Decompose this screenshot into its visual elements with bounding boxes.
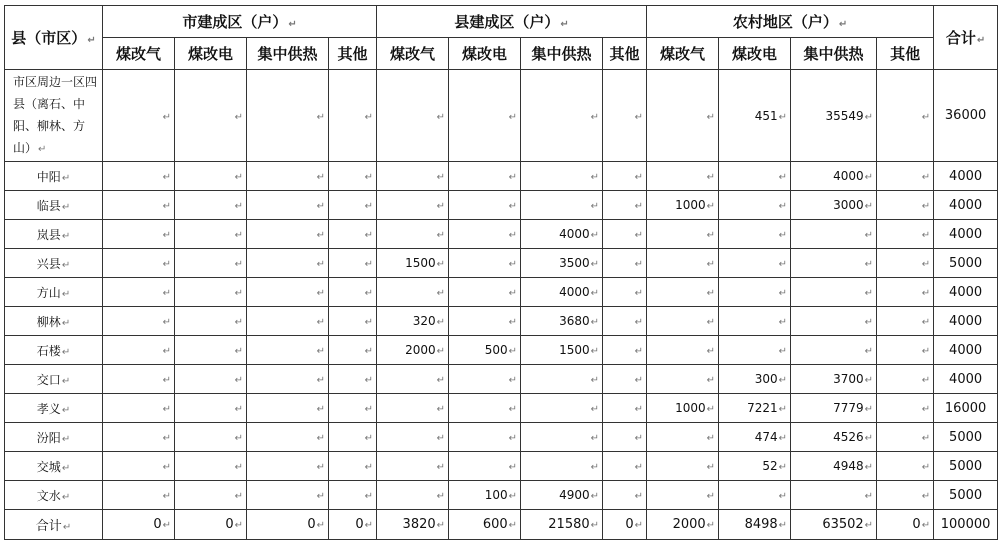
- value-cell: ↵: [647, 278, 719, 307]
- value-cell: ↵: [103, 423, 175, 452]
- table-row: [5, 249, 998, 278]
- value-cell: ↵: [521, 394, 603, 423]
- value-cell: ↵: [647, 336, 719, 365]
- value-cell: ↵: [603, 162, 647, 191]
- value-cell: 4900↵: [521, 481, 603, 510]
- value-cell: ↵: [247, 394, 329, 423]
- value-cell: ↵: [247, 70, 329, 162]
- sub-header-cell: 煤改气: [647, 38, 719, 70]
- value-cell: ↵: [603, 394, 647, 423]
- heating-table: [4, 5, 998, 540]
- value-cell: ↵: [175, 70, 247, 162]
- table-row: [5, 191, 998, 220]
- county-name-cell: 交口↵: [5, 365, 103, 394]
- value-cell: ↵: [603, 423, 647, 452]
- summary-value-cell: 0↵: [603, 510, 647, 540]
- city-area-header: 市建成区（户）↵: [103, 6, 377, 38]
- county-name-cell: 柳林↵: [5, 307, 103, 336]
- value-cell: ↵: [719, 336, 791, 365]
- county-name-cell: 兴县↵: [5, 249, 103, 278]
- summary-value-cell: 2000↵: [647, 510, 719, 540]
- value-cell: ↵: [719, 307, 791, 336]
- value-cell: ↵: [247, 336, 329, 365]
- value-cell: ↵: [647, 481, 719, 510]
- value-cell: 2000↵: [377, 336, 449, 365]
- value-cell: ↵: [719, 220, 791, 249]
- value-cell: ↵: [329, 191, 377, 220]
- sub-header-cell: 其他: [329, 38, 377, 70]
- value-cell: ↵: [603, 336, 647, 365]
- value-cell: ↵: [877, 452, 934, 481]
- sub-header-cell: 集中供热: [791, 38, 877, 70]
- value-cell: ↵: [103, 249, 175, 278]
- value-cell: ↵: [103, 481, 175, 510]
- value-cell: 1000↵: [647, 191, 719, 220]
- sub-header-cell: 集中供热: [521, 38, 603, 70]
- value-cell: ↵: [791, 220, 877, 249]
- row-total-cell: 36000: [934, 70, 998, 162]
- value-cell: ↵: [175, 278, 247, 307]
- county-name-cell: 孝义↵: [5, 394, 103, 423]
- value-cell: ↵: [449, 452, 521, 481]
- value-cell: ↵: [647, 70, 719, 162]
- table-row: [5, 452, 998, 481]
- value-cell: ↵: [377, 481, 449, 510]
- row-total-cell: 4000: [934, 365, 998, 394]
- summary-value-cell: 8498↵: [719, 510, 791, 540]
- value-cell: 4526↵: [791, 423, 877, 452]
- county-name-cell: 临县↵: [5, 191, 103, 220]
- summary-value-cell: 0↵: [247, 510, 329, 540]
- value-cell: ↵: [647, 423, 719, 452]
- value-cell: ↵: [247, 423, 329, 452]
- value-cell: ↵: [329, 365, 377, 394]
- value-cell: ↵: [647, 162, 719, 191]
- value-cell: ↵: [247, 191, 329, 220]
- value-cell: ↵: [603, 452, 647, 481]
- value-cell: ↵: [329, 249, 377, 278]
- value-cell: ↵: [175, 452, 247, 481]
- value-cell: 4000↵: [521, 278, 603, 307]
- value-cell: ↵: [449, 162, 521, 191]
- sub-header-cell: 其他: [603, 38, 647, 70]
- value-cell: ↵: [377, 220, 449, 249]
- county-area-header: 县建成区（户）↵: [377, 6, 647, 38]
- row-total-cell: 4000: [934, 307, 998, 336]
- value-cell: ↵: [247, 365, 329, 394]
- value-cell: ↵: [603, 307, 647, 336]
- value-cell: ↵: [329, 307, 377, 336]
- sub-header-cell: 煤改电: [449, 38, 521, 70]
- value-cell: ↵: [449, 394, 521, 423]
- value-cell: ↵: [521, 191, 603, 220]
- value-cell: ↵: [647, 249, 719, 278]
- value-cell: ↵: [791, 481, 877, 510]
- value-cell: ↵: [103, 278, 175, 307]
- value-cell: ↵: [449, 365, 521, 394]
- rural-area-header: 农村地区（户）↵: [647, 6, 934, 38]
- value-cell: ↵: [175, 481, 247, 510]
- table-body: [5, 70, 998, 540]
- value-cell: ↵: [247, 481, 329, 510]
- value-cell: ↵: [603, 249, 647, 278]
- value-cell: ↵: [175, 336, 247, 365]
- value-cell: ↵: [877, 70, 934, 162]
- value-cell: ↵: [449, 307, 521, 336]
- value-cell: 100↵: [449, 481, 521, 510]
- value-cell: ↵: [647, 365, 719, 394]
- value-cell: ↵: [521, 70, 603, 162]
- value-cell: ↵: [247, 220, 329, 249]
- value-cell: 474↵: [719, 423, 791, 452]
- value-cell: ↵: [719, 249, 791, 278]
- value-cell: ↵: [329, 481, 377, 510]
- table-row: [5, 394, 998, 423]
- value-cell: 7221↵: [719, 394, 791, 423]
- value-cell: ↵: [247, 452, 329, 481]
- value-cell: ↵: [877, 336, 934, 365]
- row-total-cell: 4000: [934, 191, 998, 220]
- value-cell: ↵: [103, 220, 175, 249]
- value-cell: ↵: [377, 162, 449, 191]
- value-cell: ↵: [449, 70, 521, 162]
- value-cell: ↵: [329, 394, 377, 423]
- value-cell: ↵: [377, 394, 449, 423]
- table-row: [5, 162, 998, 191]
- summary-row: [5, 510, 998, 540]
- value-cell: ↵: [377, 70, 449, 162]
- value-cell: ↵: [103, 394, 175, 423]
- value-cell: ↵: [103, 191, 175, 220]
- value-cell: ↵: [877, 307, 934, 336]
- value-cell: ↵: [329, 220, 377, 249]
- value-cell: 1500↵: [377, 249, 449, 278]
- value-cell: ↵: [521, 423, 603, 452]
- value-cell: 4000↵: [791, 162, 877, 191]
- value-cell: ↵: [877, 394, 934, 423]
- value-cell: ↵: [791, 249, 877, 278]
- value-cell: ↵: [329, 162, 377, 191]
- county-name-cell: 岚县↵: [5, 220, 103, 249]
- value-cell: ↵: [719, 191, 791, 220]
- row-total-cell: 4000: [934, 220, 998, 249]
- value-cell: 3680↵: [521, 307, 603, 336]
- value-cell: ↵: [719, 278, 791, 307]
- value-cell: 451↵: [719, 70, 791, 162]
- sub-header-cell: 煤改电: [719, 38, 791, 70]
- summary-label: 合计↵: [5, 510, 103, 540]
- value-cell: ↵: [175, 365, 247, 394]
- value-cell: ↵: [791, 336, 877, 365]
- value-cell: ↵: [603, 220, 647, 249]
- value-cell: ↵: [175, 307, 247, 336]
- value-cell: ↵: [329, 452, 377, 481]
- value-cell: ↵: [247, 307, 329, 336]
- value-cell: ↵: [877, 365, 934, 394]
- value-cell: 1500↵: [521, 336, 603, 365]
- value-cell: ↵: [449, 249, 521, 278]
- county-name-cell: 交城↵: [5, 452, 103, 481]
- sub-header-cell: 煤改电: [175, 38, 247, 70]
- table-row: [5, 336, 998, 365]
- value-cell: ↵: [175, 249, 247, 278]
- value-cell: ↵: [449, 278, 521, 307]
- value-cell: 3000↵: [791, 191, 877, 220]
- grand-total-cell: 100000: [934, 510, 998, 540]
- value-cell: 1000↵: [647, 394, 719, 423]
- row-total-cell: 4000: [934, 162, 998, 191]
- value-cell: ↵: [449, 423, 521, 452]
- row-total-cell: 5000: [934, 249, 998, 278]
- value-cell: ↵: [103, 365, 175, 394]
- row-total-cell: 16000: [934, 394, 998, 423]
- value-cell: 4948↵: [791, 452, 877, 481]
- value-cell: ↵: [329, 278, 377, 307]
- summary-value-cell: 600↵: [449, 510, 521, 540]
- value-cell: ↵: [175, 394, 247, 423]
- value-cell: 300↵: [719, 365, 791, 394]
- county-header: 县（市区）↵: [5, 6, 103, 70]
- value-cell: ↵: [719, 162, 791, 191]
- row-total-cell: 5000: [934, 452, 998, 481]
- value-cell: ↵: [175, 220, 247, 249]
- table-row: [5, 365, 998, 394]
- value-cell: ↵: [719, 481, 791, 510]
- value-cell: ↵: [521, 452, 603, 481]
- value-cell: ↵: [647, 307, 719, 336]
- summary-value-cell: 0↵: [103, 510, 175, 540]
- value-cell: ↵: [329, 70, 377, 162]
- value-cell: ↵: [329, 336, 377, 365]
- table-row: [5, 220, 998, 249]
- row-total-cell: 4000: [934, 278, 998, 307]
- row-total-cell: 5000: [934, 423, 998, 452]
- value-cell: ↵: [103, 162, 175, 191]
- value-cell: ↵: [877, 191, 934, 220]
- value-cell: ↵: [175, 191, 247, 220]
- county-name-cell: 汾阳↵: [5, 423, 103, 452]
- value-cell: ↵: [603, 481, 647, 510]
- value-cell: ↵: [377, 278, 449, 307]
- value-cell: ↵: [103, 307, 175, 336]
- value-cell: ↵: [377, 423, 449, 452]
- value-cell: ↵: [521, 162, 603, 191]
- value-cell: 7779↵: [791, 394, 877, 423]
- county-name-cell: 石楼↵: [5, 336, 103, 365]
- county-name-cell: 市区周边一区四县（离石、中阳、柳林、方山）↵: [5, 70, 103, 162]
- summary-value-cell: 3820↵: [377, 510, 449, 540]
- value-cell: 52↵: [719, 452, 791, 481]
- value-cell: ↵: [647, 220, 719, 249]
- value-cell: 3700↵: [791, 365, 877, 394]
- value-cell: ↵: [877, 423, 934, 452]
- sub-header-cell: 煤改气: [103, 38, 175, 70]
- value-cell: ↵: [247, 162, 329, 191]
- value-cell: ↵: [603, 365, 647, 394]
- value-cell: ↵: [175, 162, 247, 191]
- value-cell: ↵: [103, 452, 175, 481]
- summary-value-cell: 0↵: [329, 510, 377, 540]
- value-cell: ↵: [449, 191, 521, 220]
- value-cell: 3500↵: [521, 249, 603, 278]
- value-cell: ↵: [791, 278, 877, 307]
- county-name-cell: 中阳↵: [5, 162, 103, 191]
- value-cell: ↵: [103, 336, 175, 365]
- sub-header-cell: 煤改气: [377, 38, 449, 70]
- value-cell: ↵: [103, 70, 175, 162]
- table-row: [5, 278, 998, 307]
- row-total-cell: 4000: [934, 336, 998, 365]
- value-cell: 500↵: [449, 336, 521, 365]
- table-row: [5, 70, 998, 162]
- value-cell: ↵: [377, 365, 449, 394]
- value-cell: ↵: [877, 278, 934, 307]
- table-row: [5, 307, 998, 336]
- value-cell: 320↵: [377, 307, 449, 336]
- row-total-cell: 5000: [934, 481, 998, 510]
- value-cell: ↵: [877, 249, 934, 278]
- value-cell: ↵: [603, 191, 647, 220]
- value-cell: ↵: [877, 162, 934, 191]
- county-name-cell: 文水↵: [5, 481, 103, 510]
- summary-value-cell: 0↵: [175, 510, 247, 540]
- sub-header-cell: 集中供热: [247, 38, 329, 70]
- value-cell: ↵: [521, 365, 603, 394]
- value-cell: ↵: [791, 307, 877, 336]
- summary-value-cell: 63502↵: [791, 510, 877, 540]
- value-cell: ↵: [449, 220, 521, 249]
- value-cell: ↵: [377, 452, 449, 481]
- value-cell: 4000↵: [521, 220, 603, 249]
- value-cell: ↵: [247, 249, 329, 278]
- table-row: [5, 481, 998, 510]
- value-cell: 35549↵: [791, 70, 877, 162]
- value-cell: ↵: [603, 278, 647, 307]
- value-cell: ↵: [329, 423, 377, 452]
- sub-header-cell: 其他: [877, 38, 934, 70]
- sub-header-row: [5, 38, 998, 70]
- summary-value-cell: 21580↵: [521, 510, 603, 540]
- value-cell: ↵: [247, 278, 329, 307]
- value-cell: ↵: [603, 70, 647, 162]
- value-cell: ↵: [877, 481, 934, 510]
- total-header: 合计↵: [934, 6, 998, 70]
- value-cell: ↵: [175, 423, 247, 452]
- county-name-cell: 方山↵: [5, 278, 103, 307]
- value-cell: ↵: [647, 452, 719, 481]
- summary-value-cell: 0↵: [877, 510, 934, 540]
- table-row: [5, 423, 998, 452]
- value-cell: ↵: [877, 220, 934, 249]
- value-cell: ↵: [377, 191, 449, 220]
